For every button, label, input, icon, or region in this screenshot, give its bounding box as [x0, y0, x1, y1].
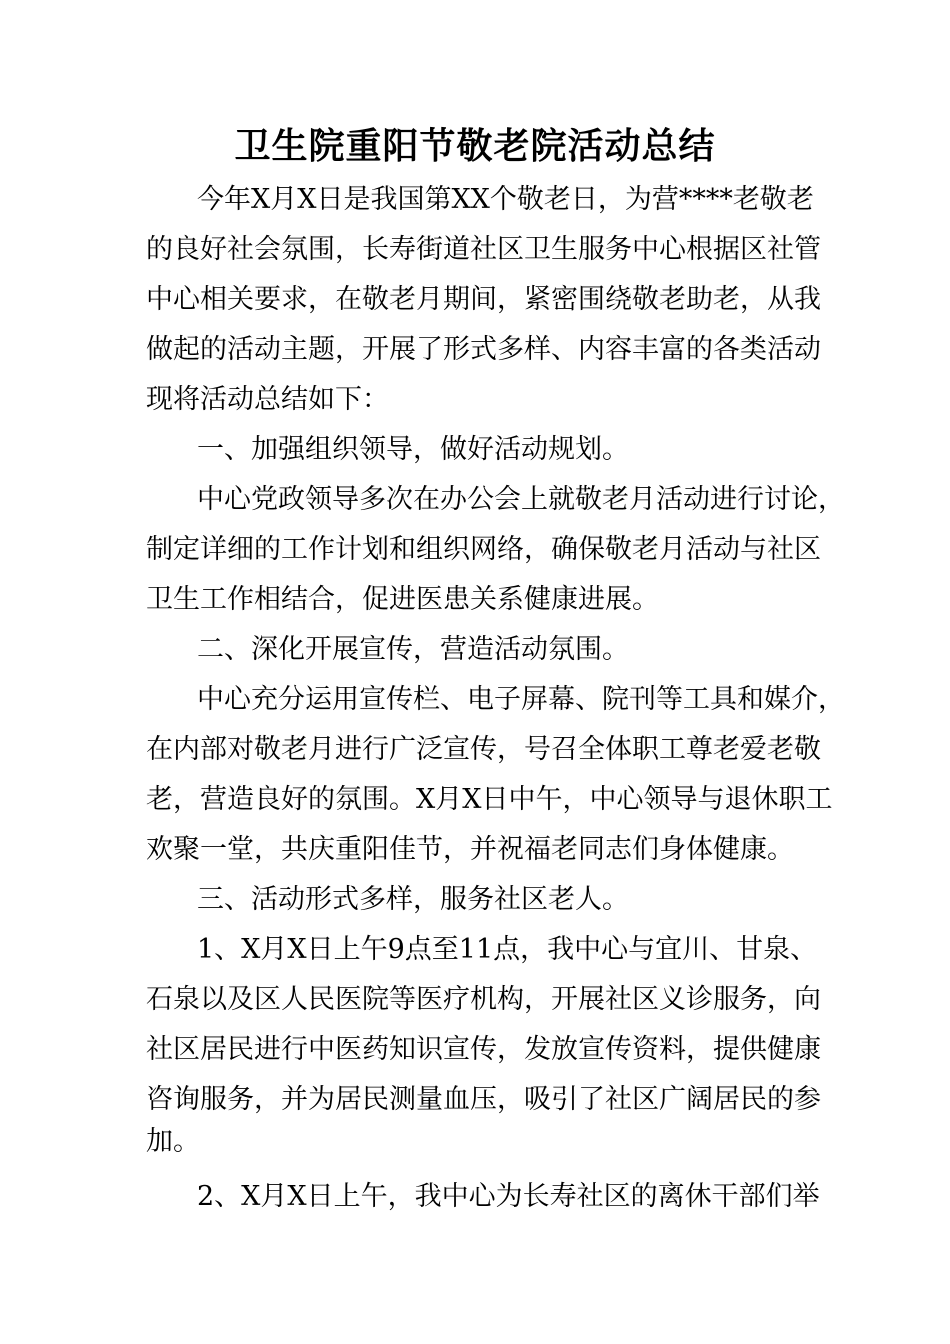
text-line: 在内部对敬老月进行广泛宣传，号召全体职工尊老爱老敬	[146, 734, 821, 765]
section-heading: 二、深化开展宣传，营造活动氛围。	[197, 634, 629, 665]
text-line: 加。	[146, 1126, 200, 1157]
text-line: 中心党政领导多次在办公会上就敬老月活动进行讨论，	[197, 484, 845, 515]
text-line: 卫生工作相结合，促进医患关系健康进展。	[146, 584, 659, 615]
text-line: 现将活动总结如下：	[146, 384, 389, 415]
section-heading: 三、活动形式多样，服务社区老人。	[197, 884, 629, 915]
text-line: 中心相关要求，在敬老月期间，紧密围绕敬老助老，从我	[146, 284, 821, 315]
text-line: 1、X月X日上午9点至11点，我中心与宜川、甘泉、	[197, 934, 818, 965]
text-line: 做起的活动主题，开展了形式多样、内容丰富的各类活动	[146, 334, 821, 365]
text-line: 今年X月X日是我国第XX个敬老日，为营****老敬老	[197, 184, 814, 215]
section-heading: 一、加强组织领导，做好活动规划。	[197, 434, 629, 465]
text-line: 社区居民进行中医药知识宣传，发放宣传资料，提供健康	[146, 1034, 821, 1065]
text-line: 制定详细的工作计划和组织网络，确保敬老月活动与社区	[146, 534, 821, 565]
text-line: 2、X月X日上午，我中心为长寿社区的离休干部们举	[197, 1181, 820, 1212]
text-line: 中心充分运用宣传栏、电子屏幕、院刊等工具和媒介，	[197, 684, 845, 715]
text-line: 老，营造良好的氛围。X月X日中午，中心领导与退休职工	[146, 784, 833, 815]
text-line: 咨询服务，并为居民测量血压，吸引了社区广阔居民的参	[146, 1084, 821, 1115]
document-title: 卫生院重阳节敬老院活动总结	[234, 126, 716, 167]
text-line: 欢聚一堂，共庆重阳佳节，并祝福老同志们身体健康。	[146, 834, 794, 865]
text-line: 石泉以及区人民医院等医疗机构，开展社区义诊服务，向	[146, 984, 821, 1015]
text-line: 的良好社会氛围，长寿街道社区卫生服务中心根据区社管	[146, 234, 821, 265]
